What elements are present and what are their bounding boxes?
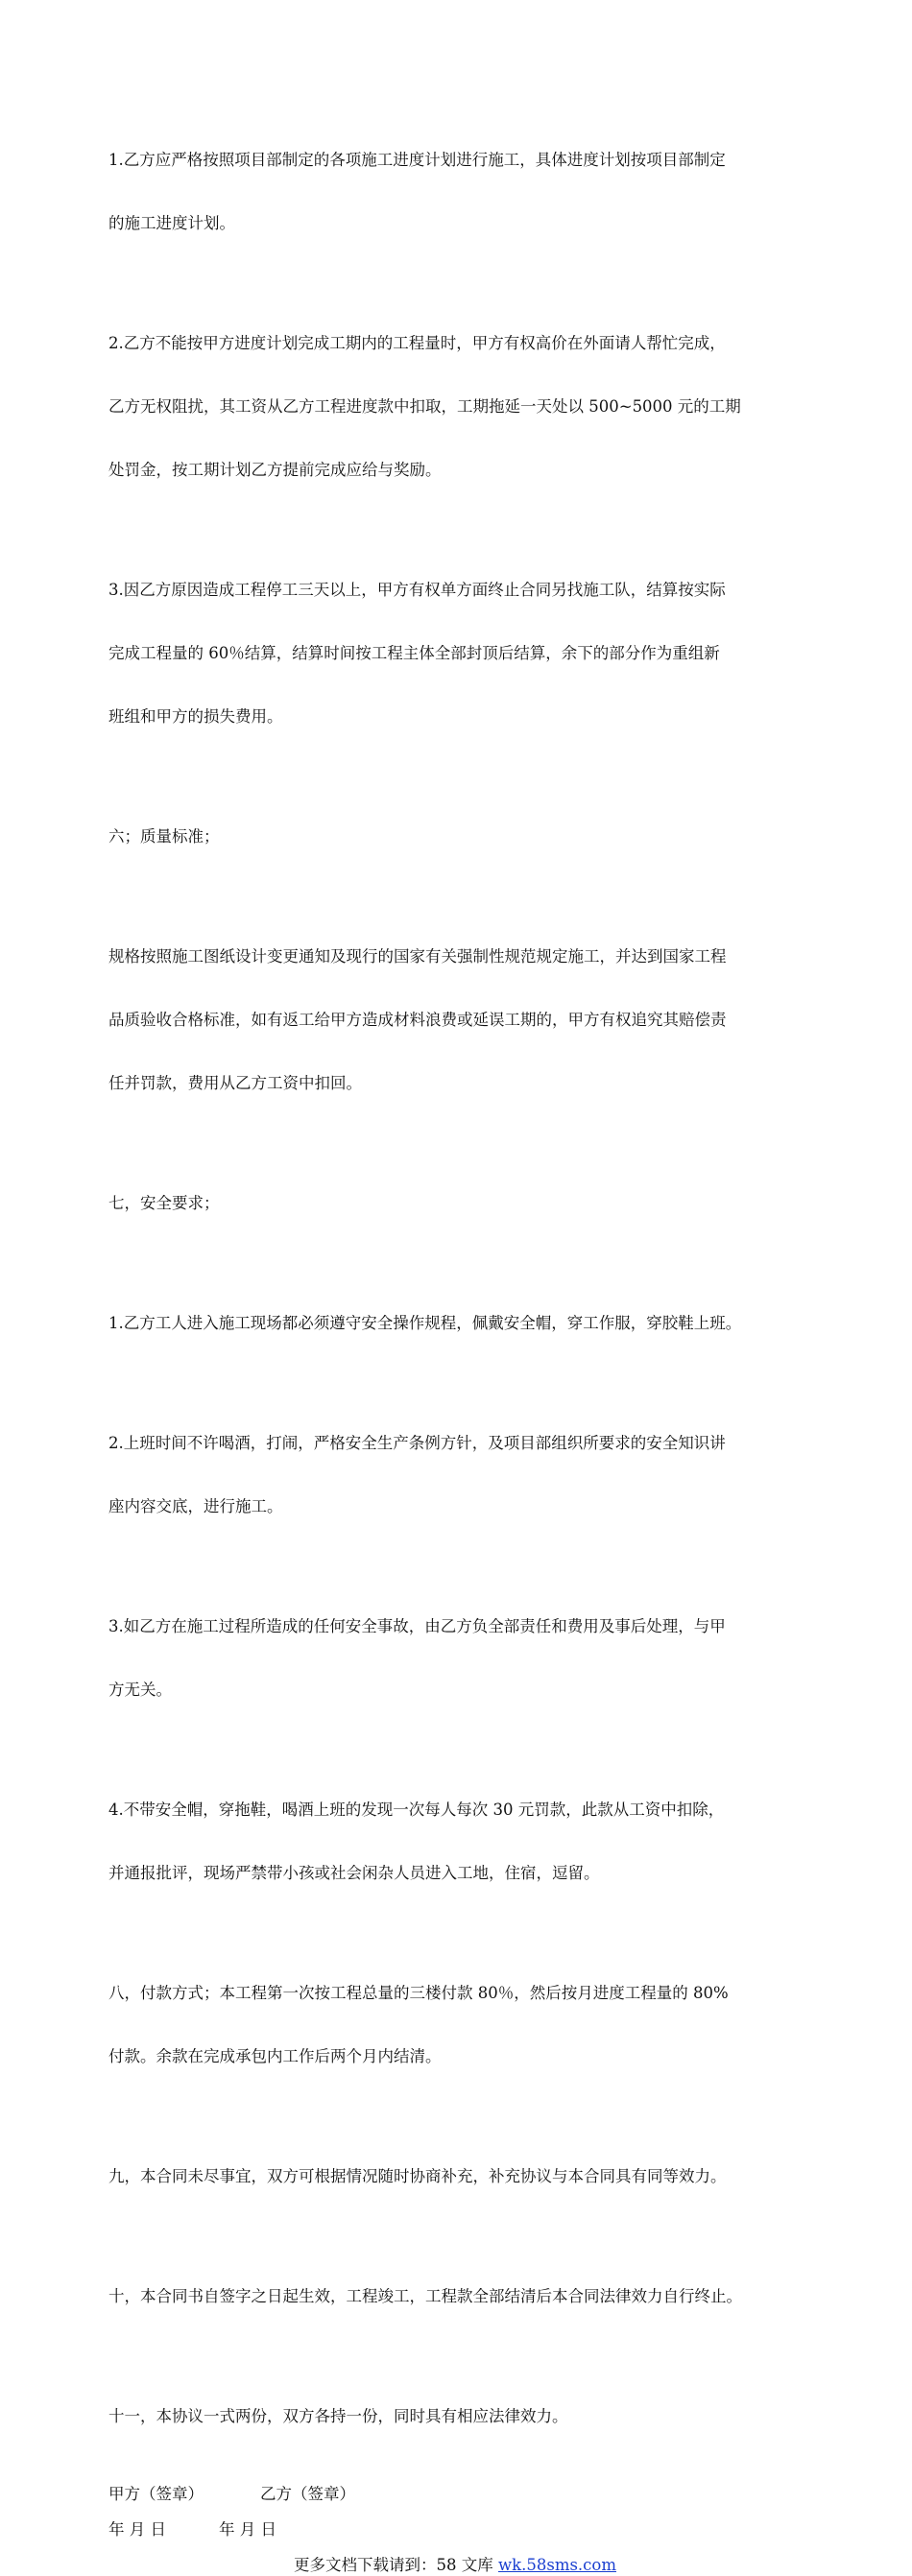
section-heading-safety	[108, 1151, 814, 1256]
text-line: 六；质量标准；	[108, 827, 220, 846]
paragraph-clause-1	[108, 107, 814, 276]
paragraph-copies	[108, 2364, 814, 2469]
text-line: 1.乙方应严格按照项目部制定的各项施工进度计划进行施工，具体进度计划按项目部制定	[108, 151, 726, 169]
paragraph-supplement	[108, 2124, 814, 2230]
section-heading-quality	[108, 784, 814, 890]
text-line: 处罚金，按工期计划乙方提前完成应给与奖励。	[108, 461, 442, 479]
text-line: 八，付款方式；本工程第一次按工程总量的三楼付款 80％，然后按月进度工程量的 80%	[108, 1984, 729, 2002]
text-line: 十一，本协议一式两份，双方各持一份，同时具有相应法律效力。	[108, 2407, 568, 2425]
text-line: 七，安全要求；	[108, 1194, 220, 1212]
text-line: 班组和甲方的损失费用。	[108, 707, 283, 726]
text-line: 付款。余款在完成承包内工作后两个月内结清。	[108, 2047, 442, 2065]
text-line: 品质验收合格标准，如有返工给甲方造成材料浪费或延误工期的，甲方有权追究其赔偿责	[108, 1011, 727, 1029]
paragraph-safety-3	[108, 1574, 814, 1743]
party-a-signature: 甲方（签章）	[108, 2485, 204, 2503]
party-b-signature: 乙方（签章）	[260, 2485, 355, 2503]
text-line: 3.因乙方原因造成工程停工三天以上，甲方有权单方面终止合同另找施工队，结算按实际	[108, 581, 726, 599]
paragraph-clause-2	[108, 291, 814, 523]
document-body	[108, 107, 814, 2576]
paragraph-safety-2	[108, 1391, 814, 1560]
paragraph-safety-1	[108, 1271, 814, 1376]
text-line: 完成工程量的 60％结算，结算时间按工程主体全部封顶后结算，余下的部分作为重组新	[108, 644, 720, 662]
paragraph-safety-4	[108, 1757, 814, 1926]
text-line: 座内容交底，进行施工。	[108, 1497, 283, 1515]
party-a-date: 年 月 日	[108, 2520, 166, 2539]
party-b-date: 年 月 日	[219, 2520, 276, 2539]
paragraph-clause-3	[108, 537, 814, 770]
text-line: 并通报批评，现场严禁带小孩或社会闲杂人员进入工地，住宿，逗留。	[108, 1864, 600, 1882]
text-line: 2.乙方不能按甲方进度计划完成工期内的工程量时，甲方有权高价在外面请人帮忙完成，	[108, 334, 726, 352]
text-line: 1.乙方工人进入施工现场都必须遵守安全操作规程，佩戴安全帽，穿工作服，穿胶鞋上班。	[108, 1314, 742, 1332]
text-line: 2.上班时间不许喝酒，打闹，严格安全生产条例方针，及项目部组织所要求的安全知识讲	[108, 1434, 726, 1452]
footer-link[interactable]: wk.58sms.com	[497, 2556, 616, 2574]
paragraph-effective	[108, 2244, 814, 2349]
paragraph-quality-standard	[108, 904, 814, 1136]
text-line: 规格按照施工图纸设计变更通知及现行的国家有关强制性规范规定施工，并达到国家工程	[108, 947, 727, 966]
text-line: 3.如乙方在施工过程所造成的任何安全事故，由乙方负全部责任和费用及事后处理，与甲	[108, 1617, 726, 1635]
paragraph-payment	[108, 1941, 814, 2110]
text-line: 的施工进度计划。	[108, 214, 235, 232]
text-line: 任并罚款，费用从乙方工资中扣回。	[108, 1074, 362, 1092]
text-line: 九，本合同未尽事宜，双方可根据情况随时协商补充，补充协议与本合同具有同等效力。	[108, 2167, 727, 2185]
text-line: 十，本合同书自签字之日起生效，工程竣工，工程款全部结清后本合同法律效力自行终止。	[108, 2287, 742, 2305]
text-line: 方无关。	[108, 1681, 172, 1699]
date-row	[108, 2519, 814, 2540]
footer-prefix: 更多文档下载请到：58 文库	[293, 2556, 498, 2574]
text-line: 4.不带安全帽，穿拖鞋，喝酒上班的发现一次每人每次 30 元罚款，此款从工资中扣除，	[108, 1801, 725, 1819]
text-line: 乙方无权阻扰，其工资从乙方工程进度款中扣取，工期拖延一天处以 500~5000 元的工期	[108, 397, 741, 416]
signature-row	[108, 2484, 814, 2505]
footer-download-note	[108, 2555, 802, 2576]
